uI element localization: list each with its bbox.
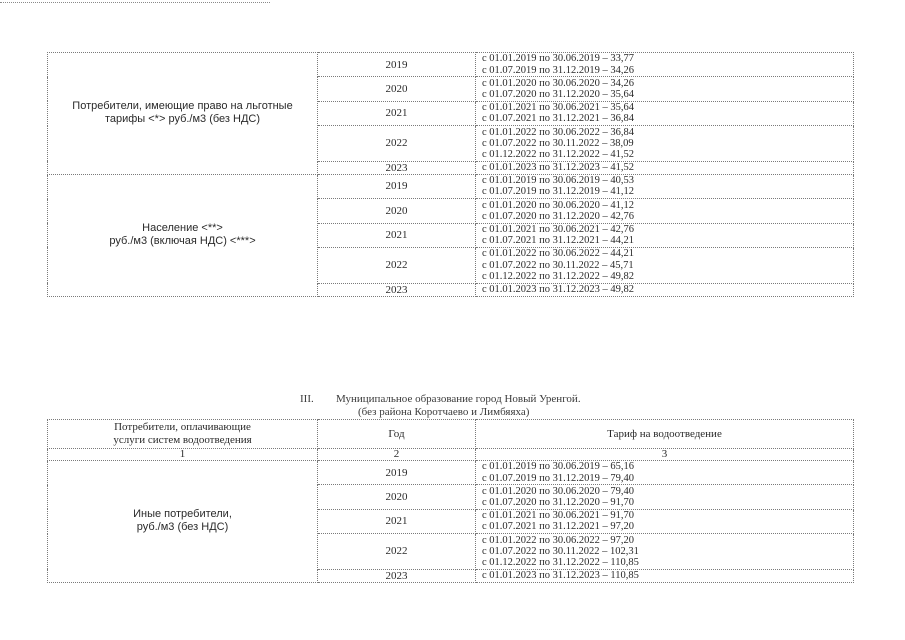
- year-cell: 2019: [318, 53, 476, 77]
- consumer-line: Потребители, имеющие право на льготные: [72, 100, 293, 113]
- year-column-header: Год: [318, 420, 476, 449]
- tariff-line: с 01.01.2020 по 30.06.2020 – 41,12: [482, 199, 635, 211]
- tariff-line: с 01.01.2023 по 31.12.2023 – 49,82: [482, 283, 635, 295]
- year-cell: 2021: [318, 223, 476, 247]
- year-cell: 2022: [318, 126, 476, 162]
- year-cell: 2021: [318, 509, 476, 533]
- header-line: Потребители, оплачивающие: [114, 421, 251, 433]
- tariff-line: с 01.01.2021 по 30.06.2021 – 91,70: [482, 510, 635, 522]
- tariff-cell: [476, 174, 854, 198]
- consumer-column-header: [48, 420, 318, 449]
- year-cell: 2023: [318, 283, 476, 296]
- tariff-cell: [476, 161, 854, 174]
- year-cell: 2020: [318, 199, 476, 223]
- column-number-row: [48, 449, 854, 461]
- tariff-row: [48, 461, 854, 485]
- column-number: 3: [476, 449, 854, 461]
- tariff-line: с 01.07.2021 по 31.12.2021 – 36,84: [482, 113, 635, 125]
- year-cell: 2023: [318, 569, 476, 582]
- section-title: Муниципальное образование город Новый Уренгой.: [336, 393, 581, 405]
- tariff-line: с 01.01.2022 по 30.06.2022 – 36,84: [482, 126, 635, 138]
- consumer-line: Население <**>: [142, 222, 223, 235]
- year-cell: 2019: [318, 174, 476, 198]
- tariff-row: [48, 174, 854, 198]
- tariff-line: с 01.01.2021 по 30.06.2021 – 42,76: [482, 224, 635, 236]
- tariff-line: с 01.01.2019 по 30.06.2019 – 40,53: [482, 175, 635, 187]
- tariff-line: с 01.07.2020 по 31.12.2020 – 91,70: [482, 497, 635, 509]
- tariff-line: с 01.12.2022 по 31.12.2022 – 49,82: [482, 270, 635, 282]
- header-row: [48, 420, 854, 449]
- tariff-row: [48, 53, 854, 77]
- tariff-column-header: Тариф на водоотведение: [476, 420, 854, 449]
- tariff-cell: [476, 461, 854, 485]
- header-line: услуги систем водоотведения: [113, 434, 252, 446]
- tariff-table-2: [47, 419, 854, 583]
- column-number: 1: [48, 449, 318, 461]
- tariff-line: с 01.07.2020 по 31.12.2020 – 42,76: [482, 210, 635, 222]
- tariff-line: с 01.07.2019 по 31.12.2019 – 79,40: [482, 472, 635, 484]
- section-numeral: III.: [300, 393, 314, 405]
- consumer-line: Иные потребители,: [133, 508, 232, 521]
- tariff-line: с 01.07.2020 по 31.12.2020 – 35,64: [482, 89, 635, 101]
- section-subtitle: (без района Коротчаево и Лимбяяха): [358, 406, 530, 418]
- tariff-cell: [476, 223, 854, 247]
- tariff-line: с 01.07.2021 по 31.12.2021 – 97,20: [482, 521, 635, 533]
- consumer-category: [48, 174, 318, 296]
- tariff-cell: [476, 509, 854, 533]
- tariff-line: с 01.01.2020 по 30.06.2020 – 34,26: [482, 77, 635, 89]
- tariff-cell: [476, 247, 854, 283]
- tariff-line: с 01.01.2023 по 31.12.2023 – 41,52: [482, 162, 635, 174]
- tariff-line: с 01.01.2022 по 30.06.2022 – 44,21: [482, 248, 635, 260]
- tariff-line: с 01.07.2019 по 31.12.2019 – 34,26: [482, 64, 635, 76]
- tariff-cell: [476, 569, 854, 582]
- tariff-cell: [476, 53, 854, 77]
- year-cell: 2020: [318, 77, 476, 101]
- tariff-line: с 01.01.2019 по 30.06.2019 – 65,16: [482, 461, 635, 473]
- tariff-line: с 01.07.2022 по 30.11.2022 – 45,71: [482, 259, 634, 271]
- tariff-cell: [476, 534, 854, 570]
- year-cell: 2020: [318, 485, 476, 509]
- tariff-table-1: [47, 52, 854, 297]
- tariff-line: с 01.07.2022 по 30.11.2022 – 38,09: [482, 137, 634, 149]
- tariff-cell: [476, 77, 854, 101]
- year-cell: 2019: [318, 461, 476, 485]
- tariff-line: с 01.01.2019 по 30.06.2019 – 33,77: [482, 53, 635, 65]
- consumer-line: руб./м3 (включая НДС) <***>: [109, 235, 256, 248]
- column-number: 2: [318, 449, 476, 461]
- consumer-line: тарифы <*> руб./м3 (без НДС): [104, 113, 261, 126]
- tariff-line: с 01.07.2022 по 30.11.2022 – 102,31: [482, 545, 639, 557]
- tariff-line: с 01.01.2022 по 30.06.2022 – 97,20: [482, 534, 635, 546]
- tariff-line: с 01.12.2022 по 31.12.2022 – 110,85: [482, 557, 639, 569]
- tariff-line: с 01.07.2021 по 31.12.2021 – 44,21: [482, 235, 635, 247]
- consumer-category: [48, 53, 318, 175]
- tariff-cell: [476, 126, 854, 162]
- year-cell: 2022: [318, 247, 476, 283]
- tariff-line: с 01.01.2021 по 30.06.2021 – 35,64: [482, 102, 635, 114]
- tariff-cell: [476, 199, 854, 223]
- tariff-line: с 01.01.2023 по 31.12.2023 – 110,85: [482, 570, 639, 582]
- tariff-line: с 01.01.2020 по 30.06.2020 – 79,40: [482, 485, 635, 497]
- tariff-line: с 01.07.2019 по 31.12.2019 – 41,12: [482, 186, 635, 198]
- top-rule: [0, 2, 270, 3]
- year-cell: 2023: [318, 161, 476, 174]
- tariff-line: с 01.12.2022 по 31.12.2022 – 41,52: [482, 149, 635, 161]
- tariff-cell: [476, 101, 854, 125]
- tariff-cell: [476, 283, 854, 296]
- year-cell: 2021: [318, 101, 476, 125]
- consumer-category: [48, 461, 318, 583]
- year-cell: 2022: [318, 534, 476, 570]
- tariff-cell: [476, 485, 854, 509]
- consumer-line: руб./м3 (без НДС): [136, 521, 229, 534]
